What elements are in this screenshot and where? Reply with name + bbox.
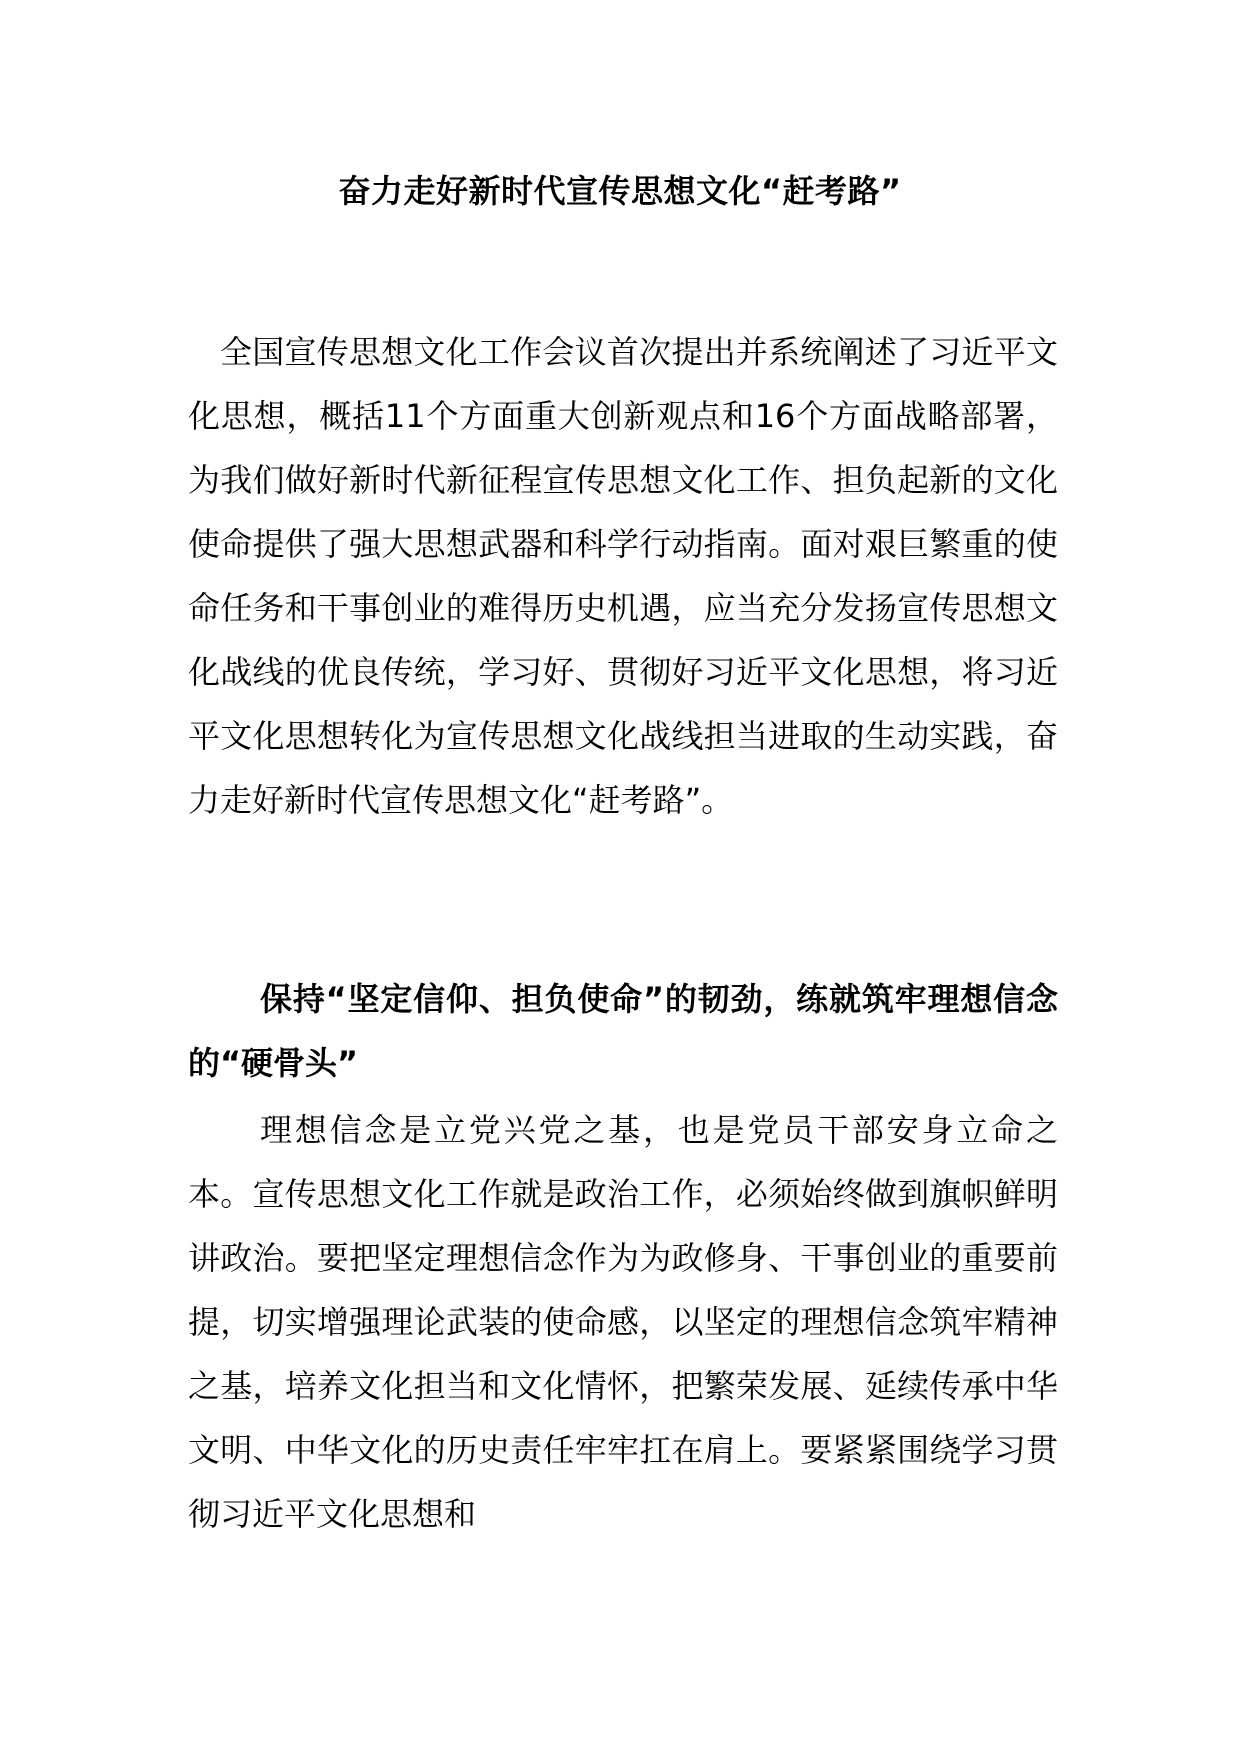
section-body-paragraph: 理想信念是立党兴党之基，也是党员干部安身立命之本。宣传思想文化工作就是政治工作，必须始终做到旗帜鲜明讲政治。要把坚定理想信念作为为政修身、干事创业的重要前提，切实增强理论武装的使命感，以坚定的理想信念筑牢精神之基，培养文化担当和文化情怀，把繁荣发展、延续传承中华文明、中华文化的历史责任牢牢扛在肩上。要紧紧围绕学习贯彻习近平文化思想和 <box>188 1111 1058 1533</box>
section-heading: 保持“坚定信仰、担负使命”的韧劲，练就筑牢理想信念的“硬骨头” <box>188 980 1058 1082</box>
intro-paragraph: 全国宣传思想文化工作会议首次提出并系统阐述了习近平文化思想，概括11个方面重大创新观点和16个方面战略部署，为我们做好新时代新征程宣传思想文化工作、担负起新的文化使命提供了强大思想武器和科学行动指南。面对艰巨繁重的使命任务和干事创业的难得历史机遇，应当充分发扬宣传思想文化战线的优良传统，学习好、贯彻好习近平文化思想，将习近平文化思想转化为宣传思想文化战线担当进取的生动实践，奋力走好新时代宣传思想文化“赶考路”。 <box>188 333 1058 819</box>
document-title: 奋力走好新时代宣传思想文化“赶考路” <box>338 172 902 210</box>
